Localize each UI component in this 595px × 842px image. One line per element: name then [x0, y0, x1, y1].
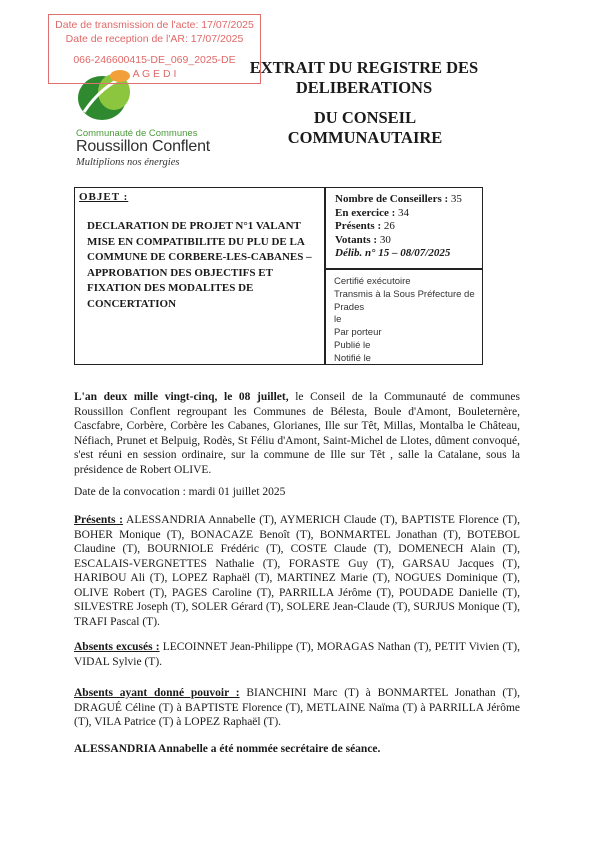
- cert-line: Notifié le: [334, 352, 371, 364]
- objet-label: OBJET :: [79, 191, 129, 203]
- title-line-2: DELIBERATIONS: [295, 78, 433, 97]
- stamp-line-2: Date de reception de l'AR: 17/07/2025: [65, 32, 244, 45]
- stamp-line-4: A G E D I: [132, 67, 177, 80]
- convocation-date: Date de la convocation : mardi 01 juillet 2025: [74, 486, 286, 498]
- stamp-line-1: Date de transmission de l'acte: 17/07/2025: [55, 19, 254, 31]
- logo-tagline: Multiplions nos énergies: [76, 157, 180, 168]
- council-stats: [335, 193, 462, 261]
- subtitle-line-1: DU CONSEIL: [313, 108, 417, 127]
- votants-row: Votants : 30: [335, 233, 391, 246]
- logo-name: Roussillon Conflent: [76, 138, 211, 155]
- title-line-1: EXTRAIT DU REGISTRE DES: [249, 58, 479, 77]
- pouvoir-paragraph: [74, 686, 520, 730]
- document-title: [228, 58, 500, 98]
- intro-text: le Conseil de la Communauté de communes Roussillon Conflent regroupant les Communes de Bélesta, Boule d'Amont, Bouleternère, Cascfabre, Corbère, Corbère les Cabanes, Glorianes, Ille sur Têt, Millas, Montalba le Château, Néfiach, Prunet et Belpuig, Rodès, St Féliu d'Amont, Saint-Michel de Llotes, dûment convoqué, s'est réuni en session ordinaire, sur la commune de Ille sur Têt , salle la Catalane, sous la présidence de Robert OLIVE.: [74, 391, 520, 476]
- cert-line: Prades: [334, 301, 365, 313]
- presents-paragraph: [74, 513, 520, 629]
- delib-number: Délib. n° 15 – 08/07/2025: [335, 247, 451, 259]
- intro-paragraph: [74, 390, 520, 477]
- document-subtitle: [240, 108, 490, 148]
- absents-label: Absents excusés :: [74, 641, 160, 653]
- intro-date: L'an deux mille vingt-cinq, le 08 juillet,: [74, 391, 289, 403]
- secretaire-line: ALESSANDRIA Annabelle a été nommée secrétaire de séance.: [74, 743, 381, 755]
- council-stats-box: [325, 187, 483, 269]
- objet-box: [74, 187, 325, 365]
- pouvoir-list: BIANCHINI Marc (T) à BONMARTEL Jonathan (T), DRAGUÉ Céline (T) à BAPTISTE Florence (T), METLAINE Naïma (T) à PARRILLA Jérôme (T), VILA Patrice (T) à LOPEZ Raphaël (T).: [74, 687, 520, 728]
- logo-subtitle: Communauté de Communes: [76, 128, 198, 139]
- cert-line: Par porteur: [334, 327, 382, 339]
- stamp-line-3: 066-246600415-DE_069_2025-DE: [73, 54, 236, 66]
- absents-paragraph: [74, 640, 520, 669]
- transmission-stamp: [48, 14, 261, 84]
- cert-line: le: [334, 314, 342, 326]
- objet-text: DECLARATION DE PROJET N°1 VALANT MISE EN COMPATIBILITE DU PLU DE LA COMMUNE DE CORBERE-LES-CABANES – APPROBATION DES OBJECTIFS ET FIXATION DES MODALITES DE CONCERTATION: [87, 220, 312, 310]
- presents-row: Présents : 26: [335, 220, 395, 232]
- presents-label: Présents :: [74, 514, 124, 526]
- absents-list: LECOINNET Jean-Philippe (T), MORAGAS Nathan (T), PETIT Vivien (T), VIDAL Sylvie (T).: [74, 641, 520, 668]
- cert-line: Publié le: [334, 339, 371, 351]
- exercice-row: En exercice : 34: [335, 206, 410, 219]
- cert-line: Certifié exécutoire: [334, 276, 411, 287]
- presents-list: ALESSANDRIA Annabelle (T), AYMERICH Claude (T), BAPTISTE Florence (T), BOHER Monique (T), BONACAZE Benoît (T), BONMARTEL Jonathan (T), BOTEBOL Claudine (T), BOURNIOLE Frédéric (T), COSTE Claude (T), DOMENECH Alain (T), ESCALAIS-VERGNETTES Nathalie (T), FORASTE Guy (T), GARSAU Jacques (T), HARIBOU Ali (T), LOPEZ Raphaël (T), MARTINEZ Marie (T), NOGUES Dominique (T), OLIVE Robert (T), PAGES Caroline (T), PARRILLA Jérôme (T), POUDADE Danielle (T), SILVESTRE Joseph (T), SOLER Gérard (T), SOLERE Jean-Claude (T), SURJUS Monique (T), TRAFI Pascal (T).: [74, 514, 520, 628]
- subtitle-line-2: COMMUNAUTAIRE: [287, 128, 443, 147]
- pouvoir-label: Absents ayant donné pouvoir :: [74, 687, 240, 699]
- cert-line: Transmis à la Sous Préfecture de: [334, 288, 475, 300]
- certification-text: [334, 276, 475, 366]
- certification-box: [325, 269, 483, 365]
- conseillers-row: Nombre de Conseillers : 35: [335, 193, 462, 205]
